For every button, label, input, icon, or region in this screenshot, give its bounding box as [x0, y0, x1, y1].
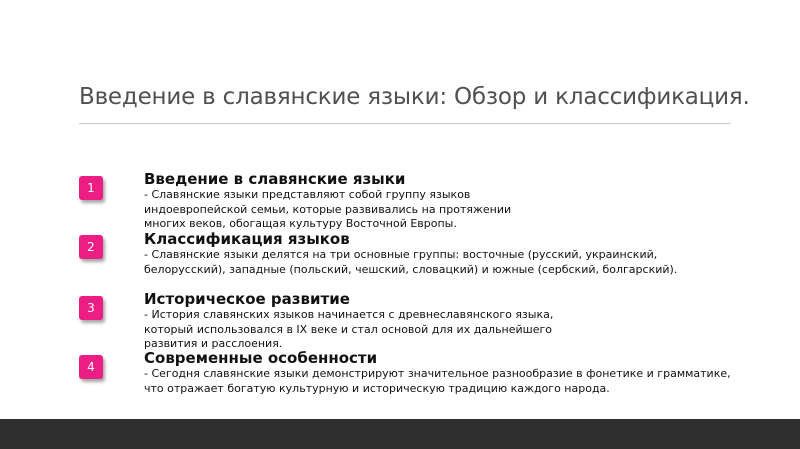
- item-number-badge-3: 3: [79, 296, 103, 320]
- slide-title: Введение в славянские языки: Обзор и классификация.: [79, 84, 750, 110]
- footer-bar: [0, 419, 800, 449]
- title-divider: [79, 123, 731, 124]
- item-heading-4: Современные особенности: [144, 349, 378, 367]
- item-number-badge-4: 4: [79, 355, 103, 379]
- item-heading-3: Историческое развитие: [144, 290, 350, 308]
- item-heading-1: Введение в славянские языки: [144, 170, 406, 188]
- item-text-3: - История славянских языков начинается с древнеславянского языка, который использовался в IX веке и стал основой для их дальнейшего развития и расслоения.: [144, 308, 554, 351]
- item-text-1: - Славянские языки представляют собой группу языков индоевропейской семьи, которые развивались на протяжении многих веков, обогащая культуру Восточной Европы.: [144, 188, 512, 231]
- item-heading-2: Классификация языков: [144, 230, 350, 248]
- item-text-2: - Славянские языки делятся на три основные группы: восточные (русский, украинский, белорусский), западные (польский, чешский, словацкий) и южные (сербский, болгарский).: [144, 248, 678, 276]
- item-text-4: - Сегодня славянские языки демонстрируют значительное разнообразие в фонетике и грамматике, что отражает богатую культурную и историческую традицию каждого народа.: [144, 367, 731, 395]
- item-number-badge-2: 2: [79, 235, 103, 259]
- item-number-badge-1: 1: [79, 176, 103, 200]
